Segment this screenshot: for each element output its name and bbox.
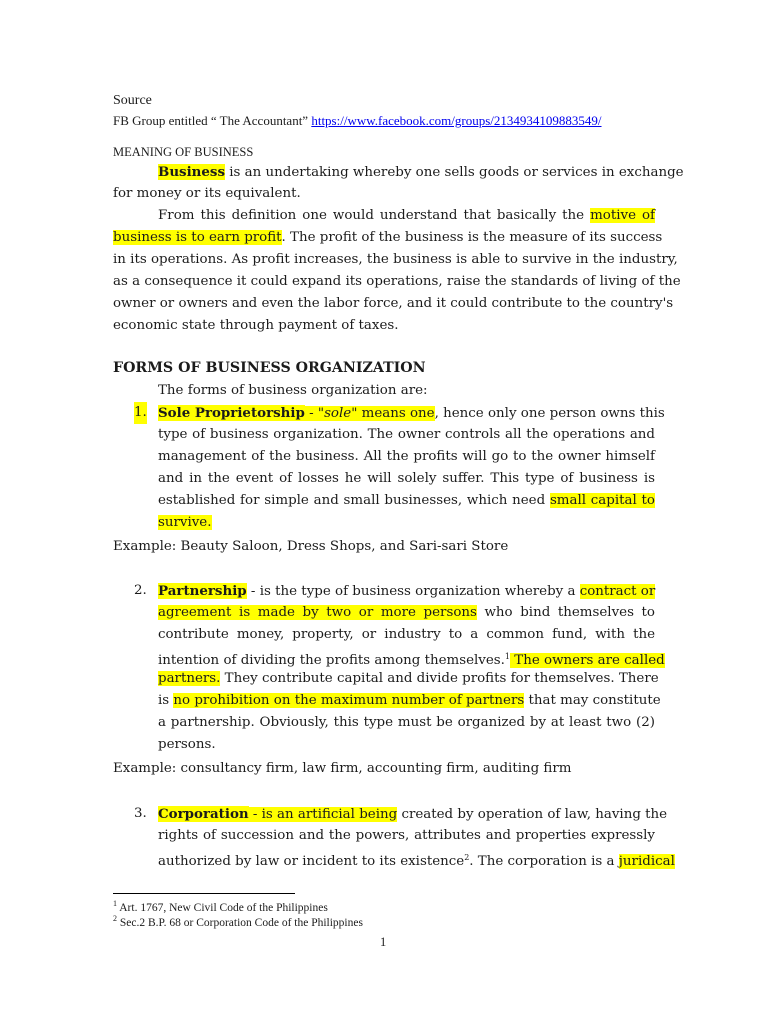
footnote-ref: 2	[464, 853, 470, 862]
source-title: Source	[113, 93, 152, 108]
list-number: 1.	[134, 402, 147, 424]
item-line	[158, 668, 659, 690]
text-span: They contribute capital and divide profits for themselves. There	[220, 671, 659, 686]
item-title: Corporation	[158, 806, 249, 822]
highlight-text: partners.	[158, 671, 221, 686]
meaning-line	[113, 161, 684, 183]
item-line	[158, 490, 655, 512]
source-link[interactable]: https://www.facebook.com/groups/2134934109883549/	[311, 113, 602, 128]
item-line	[158, 512, 655, 534]
highlight-text: agreement is made by two or more persons	[158, 605, 477, 620]
example-line: Example: consultancy firm, law firm, accounting firm, auditing firm	[113, 761, 572, 776]
footnote-text: Art. 1767, New Civil Code of the Philippines	[117, 902, 328, 914]
item-line	[158, 847, 675, 869]
list-item-partnership	[158, 580, 665, 756]
text-span: established for simple and small businesses, which need	[158, 493, 550, 508]
item-line: management of the business. All the profits will go to the owner himself	[158, 449, 655, 464]
footnote-ref: 1	[504, 652, 511, 661]
footnote-divider	[113, 893, 295, 894]
source-line	[113, 113, 602, 129]
item-line	[158, 402, 665, 424]
text-span: . The corporation is a	[469, 854, 619, 869]
item-line: a partnership. Obviously, this type must be organized by at least two (2)	[158, 715, 655, 730]
meaning-line: in its operations. As profit increases, the business is able to survive in the industry,	[113, 252, 678, 267]
highlight-text: " means one	[351, 406, 435, 421]
section-heading-forms: FORMS OF BUSINESS ORGANIZATION	[113, 360, 426, 376]
footnote-mark: 2	[113, 914, 117, 923]
text-span: - is the type of business organization whereby a	[246, 584, 580, 599]
list-number: 2.	[134, 583, 147, 598]
meaning-line: for money or its equivalent.	[113, 186, 301, 201]
highlight-text: sole	[324, 406, 352, 421]
item-line: type of business organization. The owner controls all the operations and	[158, 427, 655, 442]
item-line: and in the event of losses he will solely suffer. This type of business is	[158, 471, 655, 486]
text-span: intention of dividing the profits among themselves.	[158, 653, 505, 668]
item-line	[158, 690, 661, 712]
item-line	[158, 803, 668, 825]
highlight-text: - is an artificial being	[248, 807, 398, 822]
highlight-term: Business	[158, 164, 226, 180]
section-heading-meaning: MEANING OF BUSINESS	[113, 145, 254, 159]
text-span: From this definition one would understand that basically the	[158, 208, 591, 223]
item-line	[158, 602, 655, 624]
footnote	[113, 914, 363, 929]
item-line: persons.	[158, 737, 216, 752]
text-span: created by operation of law, having the	[397, 807, 668, 822]
text-span: who bind themselves to	[476, 605, 655, 620]
list-item-corporation	[158, 803, 675, 869]
text-span: authorized by law or incident to its existence	[158, 854, 465, 869]
highlight-text: small capital to	[549, 493, 655, 508]
example-line: Example: Beauty Saloon, Dress Shops, and Sari-sari Store	[113, 539, 509, 554]
highlight-text: The owners are called	[510, 653, 665, 668]
text-span: is an undertaking whereby one sells goods or services in exchange	[225, 165, 684, 180]
text-span: , hence only one person owns this	[434, 406, 665, 421]
meaning-line: as a consequence it could expand its operations, raise the standards of living of the	[113, 274, 681, 289]
list-item-sole-proprietorship	[158, 402, 665, 534]
meaning-line	[113, 205, 655, 227]
item-line: rights of succession and the powers, attributes and properties expressly	[158, 828, 655, 843]
source-prefix: FB Group entitled “ The Accountant”	[113, 113, 312, 128]
item-line: contribute money, property, or industry to a common fund, with the	[158, 627, 655, 642]
item-line	[158, 580, 655, 602]
footnote-mark: 1	[113, 899, 117, 908]
meaning-line: economic state through payment of taxes.	[113, 318, 399, 333]
item-line	[158, 646, 665, 668]
text-span: that may constitute	[524, 693, 661, 708]
highlight-text: no prohibition on the maximum number of partners	[173, 693, 525, 708]
footnote-text: Sec.2 B.P. 68 or Corporation Code of the Philippines	[117, 917, 363, 929]
meaning-line	[113, 227, 663, 249]
forms-intro: The forms of business organization are:	[158, 383, 428, 398]
highlight-text: survive.	[158, 515, 212, 530]
highlight-text: motive of	[590, 208, 656, 223]
highlight-text: contract or	[579, 584, 656, 599]
item-title: Partnership	[158, 583, 247, 599]
item-title: Sole Proprietorship	[158, 405, 305, 421]
list-number: 3.	[134, 806, 147, 821]
highlight-text: - "	[304, 406, 325, 421]
meaning-line: owner or owners and even the labor force, and it could contribute to the country's	[113, 296, 674, 311]
page-number: 1	[380, 935, 387, 949]
text-span: is	[158, 693, 174, 708]
highlight-text: business is to earn profit	[113, 230, 282, 245]
footnote	[113, 899, 328, 914]
text-span: . The profit of the business is the measure of its success	[281, 230, 663, 245]
meaning-paragraph	[113, 161, 684, 337]
highlight-text: juridical	[618, 854, 675, 869]
